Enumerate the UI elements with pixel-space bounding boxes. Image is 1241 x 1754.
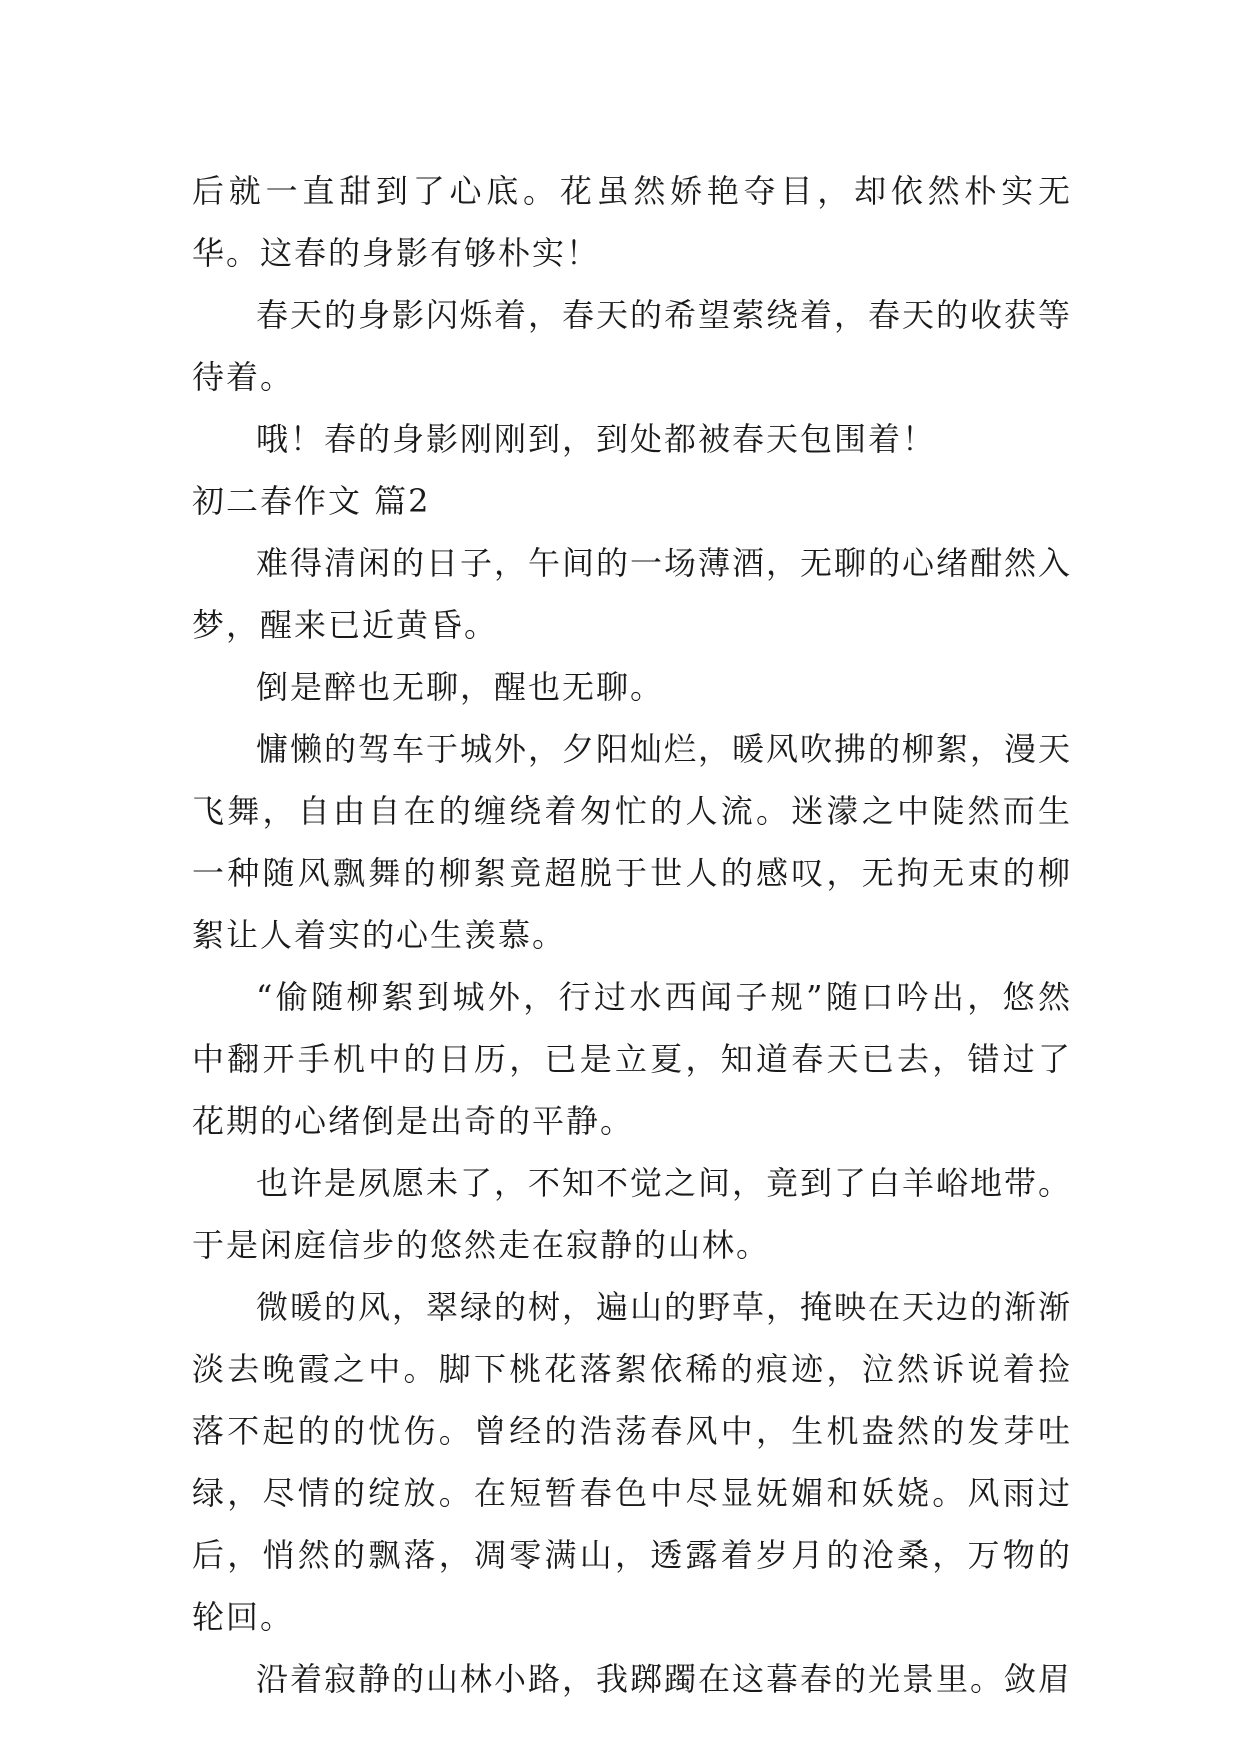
paragraph: 也许是夙愿未了，不知不觉之间，竟到了白羊峪地带。于是闲庭信步的悠然走在寂静的山林。 <box>192 1164 1073 1264</box>
paragraph: 慵懒的驾车于城外，夕阳灿烂，暖风吹拂的柳絮，漫天飞舞，自由自在的缠绕着匆忙的人流。迷濛之中陡然而生一种随风飘舞的柳絮竟超脱于世人的感叹，无拘无束的柳絮让人着实的心生羡慕。 <box>192 730 1073 954</box>
section-heading: 初二春作文 篇2 <box>192 482 431 520</box>
paragraph: 难得清闲的日子，午间的一场薄酒，无聊的心绪酣然入梦，醒来已近黄昏。 <box>192 544 1073 644</box>
paragraph: 沿着寂静的山林小路，我踯躅在这暮春的光景里。敛眉 <box>256 1660 1073 1698</box>
paragraph: 微暖的风，翠绿的树，遍山的野草，掩映在天边的渐渐淡去晚霞之中。脚下桃花落絮依稀的痕迹，泣然诉说着捡落不起的的忧伤。曾经的浩荡春风中，生机盎然的发芽吐绿，尽情的绽放。在短暂春色中尽显妩媚和妖娆。风雨过后，悄然的飘落，凋零满山，透露着岁月的沧桑，万物的轮回。 <box>192 1288 1073 1636</box>
paragraph: 哦！春的身影刚刚到，到处都被春天包围着！ <box>256 420 937 458</box>
paragraph-continuation: 后就一直甜到了心底。花虽然娇艳夺目，却依然朴实无华。这春的身影有够朴实！ <box>192 172 1072 272</box>
paragraph: “偷随柳絮到城外，行过水西闻子规”随口吟出，悠然中翻开手机中的日历，已是立夏，知道春天已去，错过了花期的心绪倒是出奇的平静。 <box>192 978 1072 1140</box>
paragraph: 倒是醉也无聊，醒也无聊。 <box>256 668 665 706</box>
paragraph: 春天的身影闪烁着，春天的希望萦绕着，春天的收获等待着。 <box>192 296 1073 396</box>
document-body <box>192 160 1072 1710</box>
